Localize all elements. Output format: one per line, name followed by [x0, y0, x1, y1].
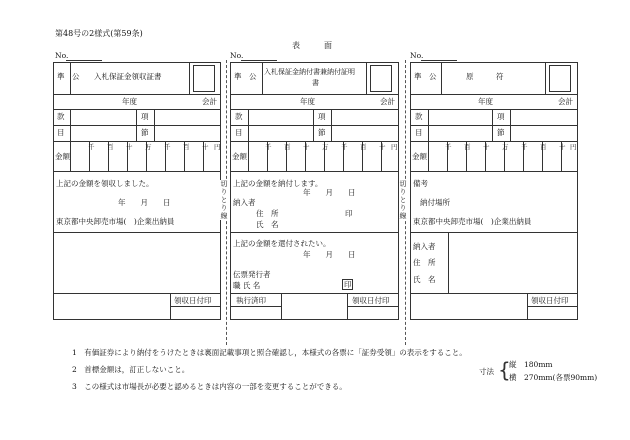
- stub-date-stamp: 領収日付印: [531, 296, 569, 305]
- receipt-frame: [53, 62, 221, 320]
- receipt-no-label: No.: [55, 51, 69, 60]
- receipt-amount-label: 金額: [55, 152, 70, 161]
- payment-executed-stamp: 執行済印: [236, 296, 266, 305]
- receipt-title: 入札保証金領収証書: [94, 72, 162, 81]
- payment-issuer-label: 伝票発行者: [233, 270, 271, 279]
- dimensions-vertical: 縦 180mm: [509, 360, 553, 369]
- stub-stamp-square: [549, 65, 571, 92]
- stub-year: 年度: [478, 97, 493, 106]
- stub-digit-0: 千: [445, 143, 452, 151]
- page-side-title: 表 面: [292, 41, 332, 50]
- receipt-stamp-square: [193, 65, 215, 92]
- stub-title: 原 符: [466, 72, 504, 81]
- note-3: 3 この様式は市場長が必要と認めるときは内容の一部を変更することができる。: [72, 382, 347, 391]
- receipt-digit-2: 十: [126, 143, 133, 151]
- receipt-moku: 目: [57, 128, 65, 137]
- dimensions-horizontal: 横 270mm(各票90mm): [509, 373, 598, 382]
- dimensions-label: 寸法: [479, 367, 494, 376]
- stub-setsu: 節: [497, 128, 505, 137]
- payment-stamp-square: [370, 65, 392, 92]
- stub-digit-6: 十: [559, 143, 566, 151]
- stub-remarks: 備考: [413, 179, 428, 188]
- payment-digit-2: 十: [303, 143, 310, 151]
- payment-digit-1: 百: [284, 143, 291, 151]
- brace-icon: {: [498, 358, 511, 382]
- receipt-setsu: 節: [141, 128, 149, 137]
- payment-digit-6: 十: [379, 143, 386, 151]
- payment-title-line1: 入札保証金納付書兼納付証明: [264, 68, 355, 76]
- receipt-kan: 款: [57, 112, 65, 121]
- cut-line-label-left: 切りとり線: [220, 180, 228, 220]
- stub-digit-7: 円: [570, 143, 577, 151]
- payment-digit-4: 千: [341, 143, 348, 151]
- receipt-year: 年度: [122, 97, 137, 106]
- payment-digit-3: 万: [322, 143, 329, 151]
- stub-name-label: 氏 名: [413, 275, 436, 284]
- receipt-date-stamp: 領収日付印: [174, 296, 212, 305]
- payment-year: 年度: [300, 97, 315, 106]
- stub-issuer: 東京都中央卸売市場( )企業出納員: [413, 217, 532, 226]
- payment-amount-label: 金額: [232, 152, 247, 161]
- stub-no-label: No.: [410, 51, 424, 60]
- payment-seal-mark-2: 印: [344, 280, 352, 289]
- stub-digit-2: 十: [483, 143, 490, 151]
- payment-setsu: 節: [318, 128, 326, 137]
- payment-kou: 項: [318, 112, 326, 121]
- payment-digit-5: 百: [360, 143, 367, 151]
- stub-digit-5: 百: [540, 143, 547, 151]
- payment-address-label: 住 所: [256, 209, 279, 218]
- payment-date: 年 月 日: [303, 188, 356, 197]
- receipt-kou: 項: [141, 112, 149, 121]
- stub-moku: 目: [415, 128, 423, 137]
- stub-kan: 款: [415, 112, 423, 121]
- payment-refund-statement: 上記の金額を還付されたい。: [233, 239, 331, 248]
- payment-moku: 目: [235, 128, 243, 137]
- stub-seal-label: 準 公: [414, 72, 437, 81]
- stub-payment-place: 納付場所: [420, 198, 450, 207]
- stub-payer-label: 納入者: [413, 242, 436, 251]
- receipt-digit-1: 百: [107, 143, 114, 151]
- receipt-digit-3: 万: [145, 143, 152, 151]
- receipt-date: 年 月 日: [118, 198, 171, 207]
- stub-digit-3: 万: [502, 143, 509, 151]
- payment-digit-7: 円: [391, 143, 398, 151]
- receipt-issuer: 東京都中央卸売市場( )企業出納員: [56, 217, 175, 226]
- payment-account: 会計: [380, 97, 395, 106]
- receipt-digit-4: 千: [164, 143, 171, 151]
- payment-seal-label: 準 公: [234, 72, 257, 81]
- payment-kan: 款: [235, 112, 243, 121]
- payment-name-label: 氏 名: [256, 220, 279, 229]
- receipt-digit-6: 十: [202, 143, 209, 151]
- note-2: 2 首標金額は，訂正しないこと。: [72, 365, 190, 374]
- stub-amount-label: 金額: [412, 152, 427, 161]
- payment-title-line2: 書: [312, 79, 319, 87]
- cut-line-label-right: 切りとり線: [399, 180, 407, 220]
- payment-seal-mark: 印: [345, 209, 353, 218]
- receipt-digit-7: 円: [214, 143, 221, 151]
- payment-date-stamp: 領収日付印: [352, 296, 390, 305]
- note-1: 1 有価証券により納付をうけたときは裏面記載事項と照合確認し，本様式の各票に「証券受領」の表示をすること。: [72, 348, 467, 357]
- payment-no-label: No.: [230, 51, 244, 60]
- stub-digit-4: 千: [521, 143, 528, 151]
- payment-refund-date: 年 月 日: [303, 250, 356, 259]
- payment-payer-label: 納入者: [233, 198, 256, 207]
- payment-statement: 上記の金額を納付します。: [233, 179, 323, 188]
- receipt-digit-5: 百: [183, 143, 190, 151]
- payment-official-name: 職 氏 名: [233, 281, 261, 290]
- receipt-digit-0: 千: [88, 143, 95, 151]
- stub-address-label: 住 所: [413, 258, 436, 267]
- stub-account: 会計: [558, 97, 573, 106]
- stub-digit-1: 百: [464, 143, 471, 151]
- receipt-statement: 上記の金額を領収しました。: [56, 179, 154, 188]
- receipt-seal-label: 準 公: [57, 72, 80, 81]
- payment-digit-0: 千: [265, 143, 272, 151]
- receipt-account: 会計: [202, 97, 217, 106]
- stub-kou: 項: [497, 112, 505, 121]
- form-number: 第48号の2様式(第59条): [55, 29, 143, 38]
